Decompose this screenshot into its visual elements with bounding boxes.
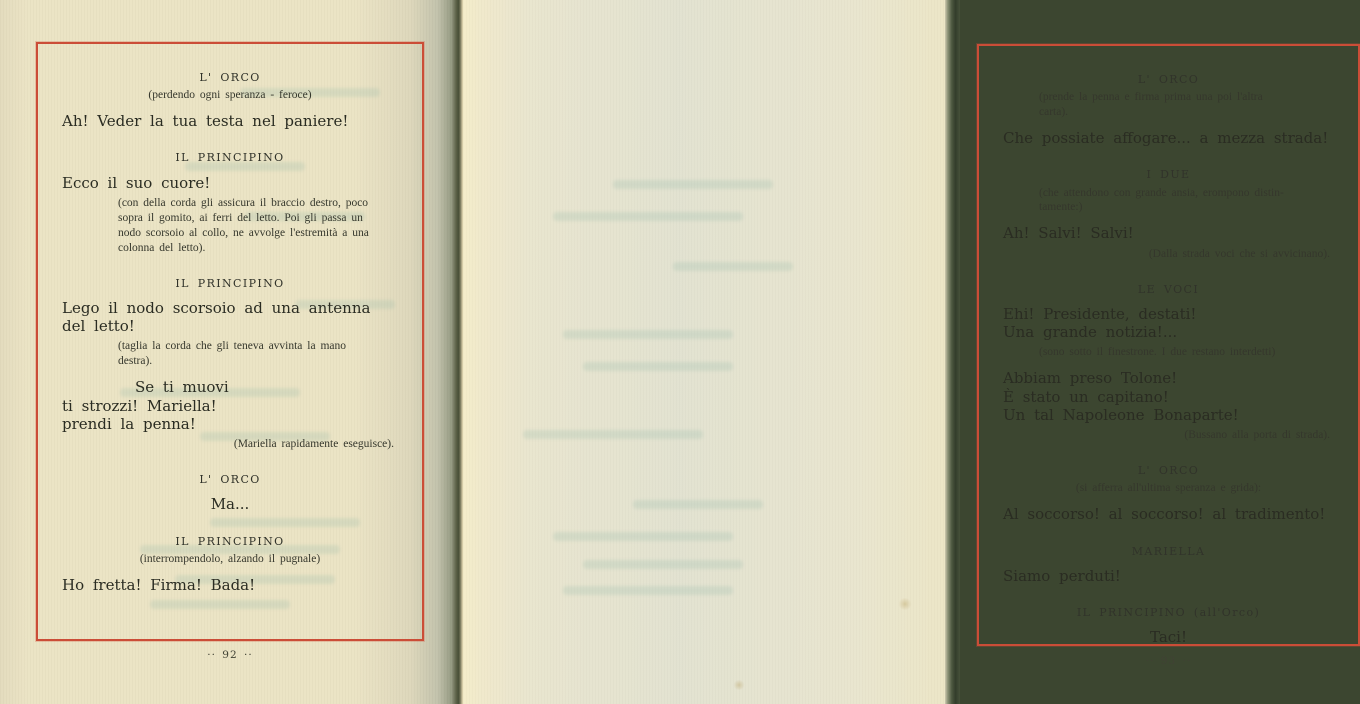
speaker-block: [1003, 545, 1334, 558]
dialogue-line: Che possiate affogare... a mezza strada!: [1003, 129, 1329, 148]
speaker-line: IL PRINCIPINO: [175, 151, 285, 165]
dialogue-line: Se ti muovi: [135, 378, 229, 397]
direction-line: carta).: [1039, 106, 1069, 119]
speaker-line: IL PRINCIPINO: [175, 276, 285, 290]
dialogue-line: Al soccorso! al soccorso! al tradimento!: [1003, 505, 1326, 524]
paper-stain: [898, 598, 912, 610]
direction-line: (con della corda gli assicura il braccio destro, poco: [118, 196, 369, 209]
dialogue-line: Lego il nodo scorsoio ad una antenna: [62, 298, 371, 317]
speaker-block: [1003, 606, 1334, 619]
book-page-left: [0, 0, 456, 704]
direction-line: (prende la penna e firma prima una poi l'altra: [1039, 91, 1263, 104]
dialogue-block: [1003, 567, 1334, 585]
speaker-block: [1003, 73, 1334, 86]
speaker-block: [62, 277, 398, 290]
dialogue-block: [62, 299, 398, 336]
show-through-smudge: [583, 362, 733, 371]
paper-stain: [733, 680, 745, 690]
speaker-line: L' ORCO: [1137, 464, 1200, 478]
page-frame: [36, 42, 424, 641]
direction-block: [118, 339, 398, 369]
direction-line: (che attendono con grande ansia, erompono distin-: [1039, 186, 1284, 199]
show-through-smudge: [563, 330, 733, 339]
dialogue-line: Ehi! Presidente, destati!: [1003, 304, 1197, 323]
direction-line: (taglia la corda che gli teneva avvinta la mano: [118, 340, 347, 353]
show-through-smudge: [553, 212, 743, 221]
direction-line: destra).: [118, 355, 153, 368]
page-right-blocks: [979, 46, 1358, 647]
direction-block: [118, 196, 398, 256]
show-through-smudge: [553, 532, 733, 541]
speaker-block: [62, 473, 398, 486]
speaker-block: [62, 535, 398, 548]
page-frame: [977, 44, 1360, 646]
speaker-line: L' ORCO: [199, 473, 261, 487]
direction-line: sopra il gomito, ai ferri del letto. Poi gli passa un: [118, 211, 363, 224]
show-through-smudge: [523, 430, 703, 439]
dialogue-line: Ecco il suo cuore!: [62, 173, 211, 192]
speaker-block: [62, 71, 398, 84]
speaker-line: L' ORCO: [199, 71, 261, 84]
direction-line: (perdendo ogni speranza - feroce): [148, 89, 312, 102]
direction-block: [1003, 247, 1330, 262]
dialogue-line: Abbiam preso Tolone!: [1003, 369, 1178, 388]
dialogue-block: [1003, 369, 1334, 424]
direction-line: (Mariella rapidamente eseguisce).: [233, 438, 394, 451]
book-edge: [945, 0, 960, 704]
speaker-line: LE VOCI: [1137, 282, 1200, 296]
dialogue-line: Ah! Salvi! Salvi!: [1003, 224, 1134, 243]
dialogue-line: Taci!: [1149, 628, 1187, 647]
dialogue-line: Ho fretta! Firma! Bada!: [62, 575, 256, 594]
speaker-block: [1003, 464, 1334, 477]
show-through-smudge: [633, 500, 763, 509]
direction-block: [1003, 481, 1334, 496]
direction-line: tamente:): [1039, 201, 1083, 214]
direction-block: [1039, 90, 1334, 120]
direction-line: colonna del letto).: [118, 241, 206, 254]
speaker-line: IL PRINCIPINO: [175, 534, 285, 548]
direction-line: (Bussano alla porta di strada).: [1184, 429, 1330, 442]
dialogue-line: Un tal Napoleone Bonaparte!: [1003, 405, 1239, 424]
speaker-line: IL PRINCIPINO (all'Orco): [1076, 606, 1261, 620]
speaker-block: [1003, 168, 1334, 181]
speaker-block: [62, 151, 398, 164]
dialogue-block: [1003, 129, 1334, 147]
page-number: ·· 92 ··: [207, 649, 253, 661]
dialogue-block: [62, 495, 398, 513]
speaker-line: L' ORCO: [1137, 73, 1200, 86]
show-through-smudge: [673, 262, 793, 271]
dialogue-block: [1003, 305, 1334, 342]
dialogue-line: del letto!: [62, 317, 135, 336]
book-page-right: [463, 0, 1330, 704]
dialogue-line: Una grande notizia!...: [1003, 323, 1178, 342]
direction-block: [1039, 345, 1334, 360]
speaker-block: [1003, 283, 1334, 296]
dialogue-block: [62, 576, 398, 594]
direction-line: (si afferra all'ultima speranza e grida):: [1075, 482, 1262, 495]
dialogue-block: [62, 174, 398, 192]
show-through-smudge: [583, 560, 743, 569]
page-number: ·· 93 ··: [1145, 655, 1192, 667]
direction-block: [1003, 428, 1330, 443]
direction-block: [62, 88, 398, 103]
speaker-line: MARIELLA: [1131, 544, 1206, 558]
dialogue-line: Ma...: [210, 495, 250, 514]
dialogue-block: [1003, 628, 1334, 646]
dialogue-block: [1003, 224, 1334, 242]
direction-block: [1039, 186, 1334, 216]
dialogue-line: Ah! Veder la tua testa nel paniere!: [62, 112, 349, 131]
page-left-blocks: [38, 44, 422, 639]
speaker-line: I DUE: [1146, 168, 1191, 182]
show-through-smudge: [613, 180, 773, 189]
dialogue-block: [62, 378, 398, 433]
direction-line: (sono sotto il finestrone. I due restano interdetti): [1039, 346, 1276, 359]
direction-block: [62, 552, 398, 567]
direction-line: (Dalla strada voci che si avvicinano).: [1148, 247, 1330, 260]
dialogue-block: [62, 112, 398, 130]
dialogue-line: ti strozzi! Mariella!: [62, 396, 217, 415]
direction-block: [62, 437, 394, 452]
dialogue-block: [1003, 505, 1334, 523]
dialogue-line: Siamo perduti!: [1003, 566, 1121, 585]
direction-line: (interrompendolo, alzando il pugnale): [139, 552, 321, 565]
dialogue-line: prendi la penna!: [62, 414, 196, 433]
dialogue-line: È stato un capitano!: [1003, 387, 1169, 406]
show-through-smudge: [563, 586, 733, 595]
direction-line: nodo scorsoio al collo, ne avvolge l'estremità a una: [118, 226, 369, 239]
